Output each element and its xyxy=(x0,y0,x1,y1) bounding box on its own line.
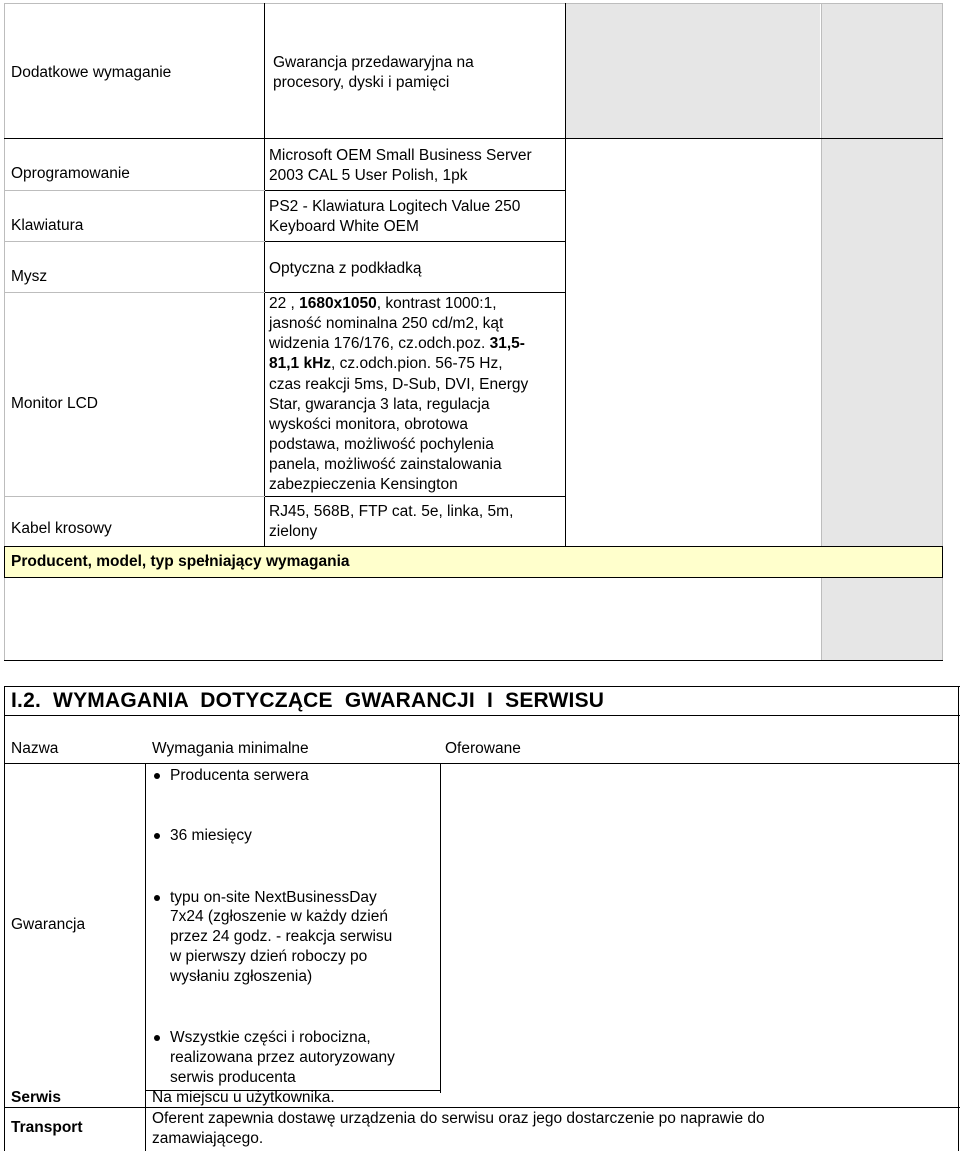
shade-top-mid xyxy=(566,4,820,139)
bullet-onsite xyxy=(154,895,160,901)
bullet-producer-text: Producenta serwera xyxy=(170,767,309,784)
value-klawiatura-2: Keyboard White OEM xyxy=(269,218,419,235)
value-oprogramowanie-1: Microsoft OEM Small Business Server xyxy=(269,147,532,164)
label-mysz: Mysz xyxy=(11,268,48,285)
label-kabel: Kabel krosowy xyxy=(11,520,112,537)
shade-bottom-right xyxy=(822,578,942,660)
value-monitor-line-2: jasność nominalna 250 cd/m2, kąt xyxy=(269,315,504,332)
value-monitor-line-3: widzenia 176/176, cz.odch.poz. 31,5- xyxy=(269,335,525,352)
value-monitor-line-6: Star, gwarancja 3 lata, regulacja xyxy=(269,396,490,413)
value-kabel-1: RJ45, 568B, FTP cat. 5e, linka, 5m, xyxy=(269,503,514,520)
value-monitor-line-1: 22 , 1680x1050, kontrast 1000:1, xyxy=(269,295,497,312)
bullet-producer xyxy=(154,773,160,779)
bullet-onsite-4: w pierwszy dzień roboczy po xyxy=(170,948,368,965)
bullet-onsite-3: przez 24 godz. - reakcja serwisu xyxy=(170,928,393,945)
value-monitor-line-8: podstawa, możliwość pochylenia xyxy=(269,436,494,453)
header-min: Wymagania minimalne xyxy=(152,740,309,757)
label-transport: Transport xyxy=(11,1119,83,1136)
value-monitor-line-4: 81,1 kHz, cz.odch.pion. 56-75 Hz, xyxy=(269,355,503,372)
label-monitor: Monitor LCD xyxy=(11,395,98,412)
value-dodatkowe-1: Gwarancja przedawaryjna na xyxy=(273,54,474,71)
value-klawiatura-1: PS2 - Klawiatura Logitech Value 250 xyxy=(269,198,521,215)
value-monitor-line-7: wyskości monitora, obrotowa xyxy=(269,416,468,433)
bullet-onsite-1: typu on-site NextBusinessDay xyxy=(170,889,377,906)
transport-value-2: zamawiającego. xyxy=(152,1130,264,1147)
producer-row-label: Producent, model, typ spełniający wymagania xyxy=(11,553,350,570)
shade-top-right xyxy=(822,4,942,139)
value-oprogramowanie-2: 2003 CAL 5 User Polish, 1pk xyxy=(269,167,468,184)
header-nazwa: Nazwa xyxy=(11,740,59,757)
label-oprogramowanie: Oprogramowanie xyxy=(11,165,130,182)
bullet-months xyxy=(154,833,160,839)
value-mysz: Optyczna z podkładką xyxy=(269,260,422,277)
value-monitor-line-10: zabezpieczenia Kensington xyxy=(269,476,458,493)
warranty-title: I.2. WYMAGANIA DOTYCZĄCE GWARANCJI I SERWISU xyxy=(11,689,605,712)
label-serwis: Serwis xyxy=(11,1089,61,1106)
label-klawiatura: Klawiatura xyxy=(11,217,84,234)
bullet-parts-3: serwis producenta xyxy=(170,1069,296,1086)
bullet-parts-1: Wszystkie części i robocizna, xyxy=(170,1029,371,1046)
serwis-value: Na miejscu u użytkownika. xyxy=(152,1089,335,1106)
bullet-onsite-5: wysłaniu zgłoszenia) xyxy=(170,968,313,985)
bullet-onsite-2: 7x24 (zgłoszenie w każdy dzień xyxy=(170,908,388,925)
bullet-months-text: 36 miesięcy xyxy=(170,827,252,844)
shade-right-col xyxy=(822,139,942,547)
value-kabel-2: zielony xyxy=(269,523,318,540)
label-dodatkowe: Dodatkowe wymaganie xyxy=(11,64,172,81)
header-offered: Oferowane xyxy=(445,740,521,757)
value-monitor-line-9: panela, możliwość zainstalowania xyxy=(269,456,502,473)
bullet-parts-2: realizowana przez autoryzowany xyxy=(170,1049,395,1066)
value-dodatkowe-2: procesory, dyski i pamięci xyxy=(273,74,450,91)
bullet-parts xyxy=(154,1035,160,1041)
label-gwarancja: Gwarancja xyxy=(11,916,86,933)
value-monitor-line-5: czas reakcji 5ms, D-Sub, DVI, Energy xyxy=(269,376,529,393)
transport-value-1: Oferent zapewnia dostawę urządzenia do serwisu oraz jego dostarczenie po naprawie do xyxy=(152,1110,765,1127)
